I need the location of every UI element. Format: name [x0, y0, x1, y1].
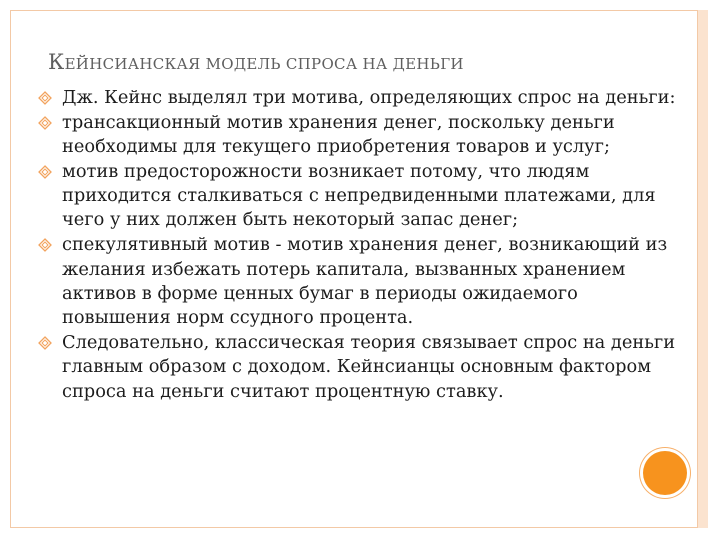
bullet-text: мотив предосторожности возникает потому, что людям приходится сталкиваться с непредвиденными платежами, для чего у них должен быть некоторый запас денег;	[62, 160, 656, 231]
bullet-text: трансакционный мотив хранения денег, поскольку деньги необходимы для текущего приобретения товаров и услуг;	[62, 111, 615, 158]
title-rest: ЕЙНСИАНСКАЯ МОДЕЛЬ СПРОСА НА ДЕНЬГИ	[64, 55, 464, 73]
bullet-list	[38, 86, 690, 404]
bullet-item	[38, 111, 690, 160]
title-first-letter: К	[48, 50, 65, 74]
diamond-bullet-icon	[38, 336, 52, 350]
diamond-bullet-icon	[38, 165, 52, 179]
bullet-item	[38, 331, 690, 404]
right-accent-band	[697, 10, 708, 528]
bullet-item	[38, 86, 690, 110]
diamond-bullet-icon	[38, 238, 52, 252]
bullet-text: Следовательно, классическая теория связывает спрос на деньги главным образом с доходом. Кейнсианцы основным фактором спроса на деньги считают процентную ставку.	[62, 331, 676, 402]
slide-title	[48, 50, 464, 74]
bullet-text: Дж. Кейнс выделял три мотива, определяющих спрос на деньги:	[62, 87, 676, 108]
diamond-bullet-icon	[38, 116, 52, 130]
diamond-bullet-icon	[38, 91, 52, 105]
bullet-text: спекулятивный мотив - мотив хранения денег, возникающий из желания избежать потерь капитала, вызванных хранением активов в форме ценных бумаг в периоды ожидаемого повышения норм ссудного процента.	[62, 234, 668, 329]
bullet-item	[38, 233, 690, 330]
bullet-item	[38, 160, 690, 233]
orange-circle-icon	[643, 451, 687, 495]
